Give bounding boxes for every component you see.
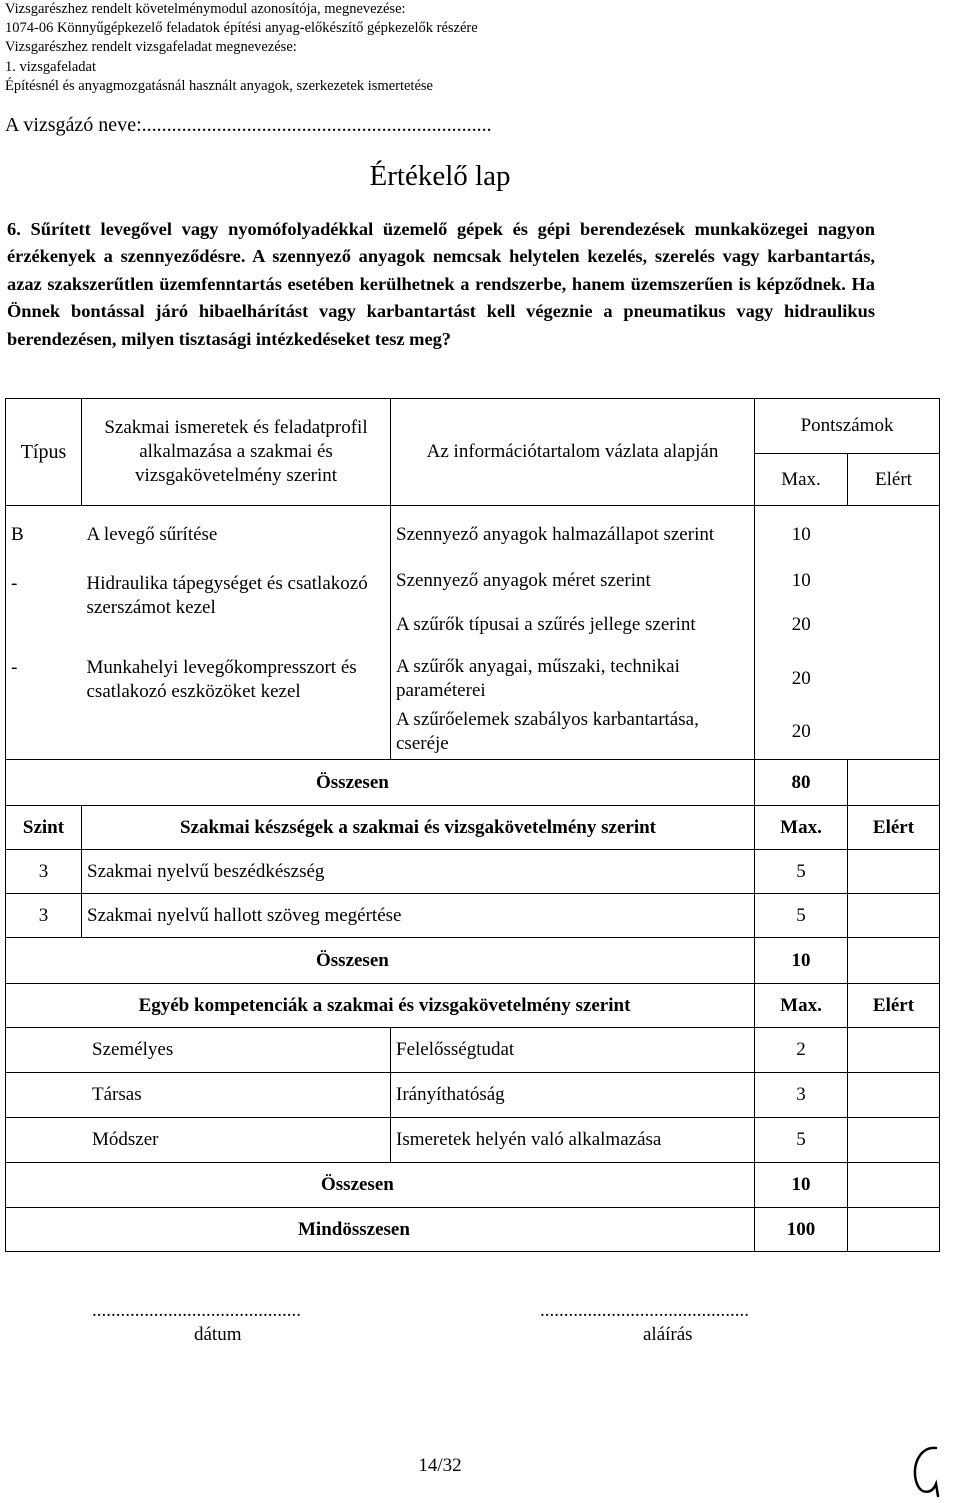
page-title-text: Értékelő lap <box>369 160 511 192</box>
col-info-header: Az információtartalom vázlata alapján <box>391 399 755 506</box>
row-info: A szűrők típusai a szűrés jellege szerint <box>396 613 696 635</box>
col-type-header: Típus <box>6 399 82 506</box>
row-achieved <box>848 564 940 598</box>
total-value: 10 <box>755 938 848 984</box>
col-competence-header: Egyéb kompetenciák a szakmai és vizsgakövetelmény szerint <box>6 984 755 1028</box>
header-line-task-number: 1. vizsgafeladat <box>5 58 96 75</box>
row-competence: Irányíthatóság <box>391 1073 755 1118</box>
evaluation-table <box>5 398 940 1252</box>
row-max: 10 <box>755 564 848 598</box>
row-max: 5 <box>755 894 848 938</box>
total-achieved <box>848 938 940 984</box>
row-profile: A levegő sűrítése <box>82 506 391 564</box>
header-line-task-label: Vizsgarészhez rendelt vizsgafeladat megnevezése: <box>5 39 297 56</box>
signature-dots: ............................................ <box>540 1300 749 1321</box>
total-achieved <box>848 760 940 806</box>
row-competence: Felelősségtudat <box>391 1028 755 1073</box>
col-max-header: Max. <box>755 454 848 506</box>
col-achieved-header: Elért <box>848 454 940 506</box>
row-skill: Szakmai nyelvű beszédkészség <box>82 850 755 894</box>
header-line-module-name: 1074-06 Könnyűgépkezelő feladatok építési anyag-előkészítő gépkezelők részére <box>5 20 478 37</box>
row-level: 3 <box>6 894 82 938</box>
total-achieved <box>848 1163 940 1208</box>
grand-total-achieved <box>848 1208 940 1252</box>
grand-total-value: 100 <box>755 1208 848 1252</box>
row-max: 2 <box>755 1028 848 1073</box>
row-info: A szűrőelemek szabályos karbantartása, cseréje <box>391 706 755 760</box>
row-group: Módszer <box>6 1118 391 1163</box>
row-type: - <box>6 652 82 760</box>
col-skill-max-header: Max. <box>755 806 848 850</box>
question-paragraph: 6. Sűrített levegővel vagy nyomófolyadékkal üzemelő gépek és gépi berendezések munkaközegei nagyon érzékenyek a szennyeződésre. A szennyező anyagok nemcsak helytelen kezelés, szerelés vagy karbantartás, azaz szakszerűtlen üzemfenntartás esetében kerülhetnek a rendszerbe, hanem üzemszerűen is képződnek. Ha Önnek bontással járó hibaelhárítást vagy karbantartást kell végeznie a pneumatikus vagy hidraulikus berendezésen, milyen tisztasági intézkedéseket tesz meg? <box>7 219 875 349</box>
col-points-header: Pontszámok <box>755 399 940 454</box>
date-label: dátum <box>194 1324 242 1345</box>
total-label: Összesen <box>6 760 755 806</box>
row-level: 3 <box>6 850 82 894</box>
table-row <box>6 652 940 706</box>
table-row <box>6 1028 940 1073</box>
row-achieved <box>848 850 940 894</box>
competences-header-row <box>6 984 940 1028</box>
row-info: A szűrők anyagai, műszaki, technikai paraméterei <box>396 655 680 701</box>
row-max: 3 <box>755 1073 848 1118</box>
skills-header-row <box>6 806 940 850</box>
row-achieved <box>848 598 940 652</box>
table-row <box>6 850 940 894</box>
question-text <box>7 216 875 353</box>
row-max: 5 <box>755 850 848 894</box>
col-competence-max-header: Max. <box>755 984 848 1028</box>
grand-total-label: Mindösszesen <box>6 1208 755 1252</box>
row-max: 20 <box>755 598 848 652</box>
row-max: 20 <box>755 706 848 760</box>
col-level-header: Szint <box>6 806 82 850</box>
row-achieved <box>848 506 940 564</box>
total-value: 10 <box>755 1163 848 1208</box>
header-line-module-label: Vizsgarészhez rendelt követelménymodul azonosítója, megnevezése: <box>5 1 406 17</box>
row-max: 5 <box>755 1118 848 1163</box>
total-value: 80 <box>755 760 848 806</box>
date-dots: ............................................ <box>92 1300 301 1321</box>
header-line-task-name: Építésnél és anyagmozgatásnál használt anyagok, szerkezetek ismertetése <box>5 77 433 94</box>
row-achieved <box>848 706 940 760</box>
signature-mark-icon <box>896 1440 956 1500</box>
row-type: - <box>6 564 82 652</box>
row-type: B <box>6 506 82 564</box>
table-row <box>6 564 940 598</box>
row-competence: Ismeretek helyén való alkalmazása <box>391 1118 755 1163</box>
row-achieved <box>848 652 940 706</box>
col-skill-achieved-header: Elért <box>848 806 940 850</box>
total-row <box>6 1163 940 1208</box>
row-group: Személyes <box>6 1028 391 1073</box>
table-row <box>6 1073 940 1118</box>
page-title <box>0 160 880 193</box>
col-profile-header: Szakmai ismeretek és feladatprofil alkalmazása a szakmai és vizsgakövetelmény szerint <box>82 399 391 506</box>
total-row <box>6 938 940 984</box>
total-row <box>6 760 940 806</box>
table-row <box>6 1118 940 1163</box>
row-achieved <box>848 1118 940 1163</box>
candidate-name-line: A vizsgázó neve:...................................................................... <box>5 114 492 136</box>
grand-total-row <box>6 1208 940 1252</box>
row-achieved <box>848 1073 940 1118</box>
col-competence-achieved-header: Elért <box>848 984 940 1028</box>
col-skill-header: Szakmai készségek a szakmai és vizsgakövetelmény szerint <box>82 806 755 850</box>
row-max: 10 <box>755 506 848 564</box>
total-label: Összesen <box>6 938 755 984</box>
row-max: 20 <box>755 652 848 706</box>
total-label: Összesen <box>6 1163 755 1208</box>
row-group: Társas <box>6 1073 391 1118</box>
row-achieved <box>848 1028 940 1073</box>
signature-label: aláírás <box>643 1324 693 1345</box>
row-achieved <box>848 894 940 938</box>
row-skill: Szakmai nyelvű hallott szöveg megértése <box>82 894 755 938</box>
table-row <box>6 894 940 938</box>
document-header <box>5 0 945 96</box>
row-profile: Munkahelyi levegőkompresszort és csatlakozó eszközöket kezel <box>82 652 391 760</box>
table-row <box>6 506 940 564</box>
row-profile: Hidraulika tápegységet és csatlakozó szerszámot kezel <box>82 564 391 652</box>
row-info: Szennyező anyagok halmazállapot szerint <box>396 523 715 545</box>
row-info: Szennyező anyagok méret szerint <box>396 569 651 591</box>
page-number: 14/32 <box>418 1455 462 1476</box>
